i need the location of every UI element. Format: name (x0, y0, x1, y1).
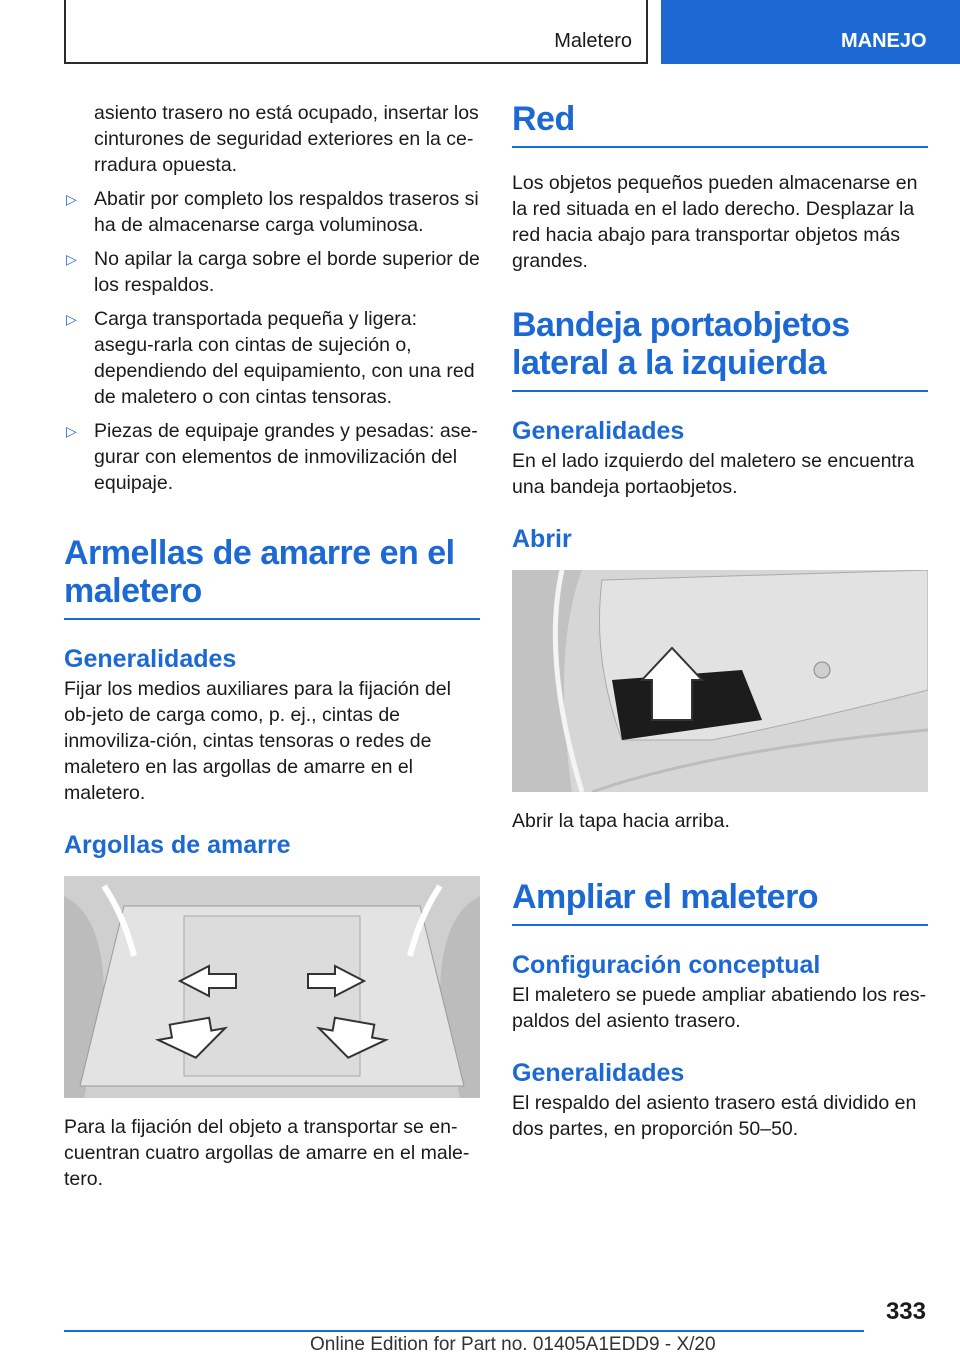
list-item: ▷ Carga transportada pequeña y ligera: asegu-rarla con cintas de sujeción o, dependiendo del equipamiento, con una red de maletero o con cintas tensoras. (66, 308, 475, 408)
subheading-generalidades-2: Generalidades (512, 1059, 685, 1087)
footer-edition: Online Edition for Part no. 01405A1EDD9 - X/20 (310, 1334, 716, 1355)
footer-divider (64, 1330, 864, 1332)
heading-armellas: Armellas de amarre en el maletero (64, 534, 480, 620)
heading-bandeja: Bandeja portaobjetos lateral a la izquierda (512, 306, 928, 392)
list-item: ▷ Abatir por completo los respaldos traseros si ha de almacenarse carga voluminosa. (66, 188, 479, 236)
triangle-bullet-icon: ▷ (66, 251, 77, 267)
heading-red: Red (512, 100, 928, 148)
header-box (64, 0, 648, 64)
section-title: Maletero (554, 30, 632, 52)
subheading-configuracion: Configuración conceptual (512, 951, 821, 979)
list-item: ▷ Piezas de equipaje grandes y pesadas: ase-gurar con elementos de inmovilización del equipaje. (66, 420, 478, 494)
side-tray-image (512, 570, 928, 792)
triangle-bullet-icon: ▷ (66, 311, 77, 327)
paragraph-respaldo: El respaldo del asiento trasero está dividido en dos partes, en proporción 50–50. (512, 1092, 917, 1140)
triangle-bullet-icon: ▷ (66, 191, 77, 207)
list-item: ▷ No apilar la carga sobre el borde superior de los respaldos. (66, 248, 480, 296)
paragraph-bandeja: En el lado izquierdo del maletero se encuentra una bandeja portaobjetos. (512, 450, 915, 498)
subheading-abrir: Abrir (512, 525, 572, 553)
paragraph-red: Los objetos pequeños pueden almacenarse en la red situada en el lado derecho. Desplazar la red hacia abajo para transportar objetos más grandes. (512, 172, 918, 272)
heading-ampliar: Ampliar el maletero (512, 878, 928, 926)
caption-argollas: Para la fijación del objeto a transportar se en-cuentran cuatro argollas de amarre en el male-tero. (64, 1116, 470, 1190)
caption-abrir: Abrir la tapa hacia arriba. (512, 810, 730, 832)
left-column (64, 100, 480, 1192)
paragraph-configuracion: El maletero se puede ampliar abatiendo los res-paldos del asiento trasero. (512, 984, 927, 1032)
right-column (512, 100, 928, 1142)
subheading-generalidades: Generalidades (64, 645, 237, 673)
page-number: 333 (885, 1298, 926, 1325)
subheading-argollas: Argollas de amarre (64, 831, 291, 859)
triangle-bullet-icon: ▷ (66, 423, 77, 439)
paragraph-fijar: Fijar los medios auxiliares para la fijación del ob-jeto de carga como, p. ej., cintas de inmoviliza-ción, cintas tensoras o redes de maletero en las argollas de amarre en el maletero. (64, 678, 451, 804)
intro-paragraph: asiento trasero no está ocupado, insertar los cinturones de seguridad exteriores en la ce-rradura opuesta. (94, 102, 479, 176)
chapter-tab[interactable]: MANEJO (661, 0, 960, 64)
trunk-tie-down-image (64, 876, 480, 1098)
subheading-generalidades: Generalidades (512, 417, 685, 445)
